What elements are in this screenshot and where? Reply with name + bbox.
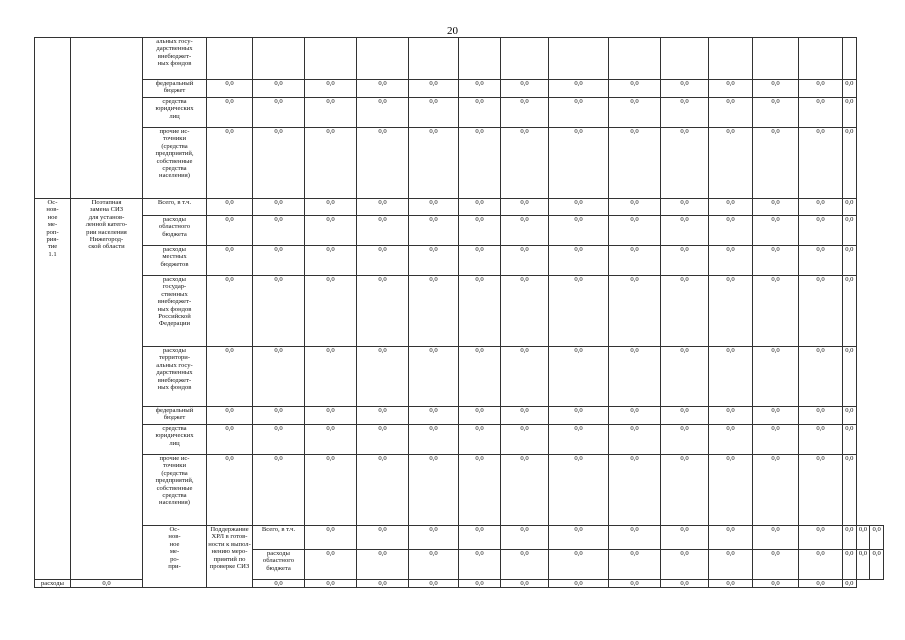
value-cell: 0,0 xyxy=(305,80,357,98)
value-cell: 0,0 xyxy=(305,128,357,199)
value-cell: 0,0 xyxy=(207,128,253,199)
value-cell: 0,0 xyxy=(753,425,799,455)
value-cell: 0,0 xyxy=(753,199,799,216)
value-cell: 0,0 xyxy=(753,550,799,580)
source-label: прочие ис- точники (средства предприятий, собственные средства населения) xyxy=(143,455,207,526)
value-cell: 0,0 xyxy=(709,246,753,276)
value-cell: 0,0 xyxy=(409,199,459,216)
value-cell: 0,0 xyxy=(409,347,459,407)
value-cell: 0,0 xyxy=(459,526,501,550)
value-cell: 0,0 xyxy=(799,526,843,550)
table-row xyxy=(35,276,884,347)
value-cell: 0,0 xyxy=(501,199,549,216)
value-cell: 0,0 xyxy=(549,580,609,588)
value-cell: 0,0 xyxy=(709,425,753,455)
value-cell: 0,0 xyxy=(843,550,857,580)
value-cell: 0,0 xyxy=(253,276,305,347)
value-cell xyxy=(305,38,357,80)
value-cell: 0,0 xyxy=(305,550,357,580)
value-cell: 0,0 xyxy=(843,216,857,246)
value-cell: 0,0 xyxy=(305,580,357,588)
value-cell: 0,0 xyxy=(501,455,549,526)
value-cell: 0,0 xyxy=(459,128,501,199)
value-cell: 0,0 xyxy=(661,550,709,580)
value-cell: 0,0 xyxy=(409,550,459,580)
value-cell xyxy=(253,38,305,80)
value-cell: 0,0 xyxy=(609,246,661,276)
value-cell: 0,0 xyxy=(207,407,253,425)
value-cell: 0,0 xyxy=(799,246,843,276)
value-cell: 0,0 xyxy=(709,128,753,199)
value-cell: 0,0 xyxy=(501,276,549,347)
source-label: расходы государ- ственных внебюджет- ных фондов Российской Федерации xyxy=(143,276,207,347)
value-cell: 0,0 xyxy=(409,80,459,98)
table-row xyxy=(35,38,884,80)
value-cell: 0,0 xyxy=(843,407,857,425)
value-cell: 0,0 xyxy=(709,98,753,128)
value-cell: 0,0 xyxy=(253,98,305,128)
value-cell: 0,0 xyxy=(207,425,253,455)
value-cell: 0,0 xyxy=(459,98,501,128)
value-cell: 0,0 xyxy=(609,80,661,98)
source-label: расходы областного бюджета xyxy=(253,550,305,580)
event-cell: Поддержание ХРЛ в готов- ности к выпол- нению меро- приятий по проверке СИЗ xyxy=(207,526,253,588)
value-cell: 0,0 xyxy=(609,425,661,455)
value-cell: 0,0 xyxy=(207,246,253,276)
value-cell: 0,0 xyxy=(609,98,661,128)
source-label: Всего, в т.ч. xyxy=(143,199,207,216)
value-cell: 0,0 xyxy=(357,128,409,199)
table-row xyxy=(35,98,884,128)
value-cell: 0,0 xyxy=(609,216,661,246)
value-cell: 0,0 xyxy=(207,276,253,347)
value-cell: 0,0 xyxy=(305,199,357,216)
value-cell: 0,0 xyxy=(799,80,843,98)
value-cell: 0,0 xyxy=(709,580,753,588)
value-cell: 0,0 xyxy=(549,425,609,455)
source-label: альных госу- дарственных внебюджет- ных фондов xyxy=(143,38,207,80)
value-cell: 0,0 xyxy=(253,216,305,246)
value-cell: 0,0 xyxy=(549,216,609,246)
value-cell: 0,0 xyxy=(357,550,409,580)
value-cell: 0,0 xyxy=(843,580,857,588)
value-cell: 0,0 xyxy=(549,199,609,216)
value-cell: 0,0 xyxy=(207,199,253,216)
value-cell: 0,0 xyxy=(843,455,857,526)
value-cell: 0,0 xyxy=(549,347,609,407)
value-cell: 0,0 xyxy=(253,407,305,425)
value-cell: 0,0 xyxy=(753,98,799,128)
value-cell: 0,0 xyxy=(305,276,357,347)
value-cell: 0,0 xyxy=(843,347,857,407)
source-label: расходы областного бюджета xyxy=(143,216,207,246)
value-cell: 0,0 xyxy=(609,347,661,407)
value-cell: 0,0 xyxy=(207,347,253,407)
value-cell: 0,0 xyxy=(409,580,459,588)
value-cell: 0,0 xyxy=(409,407,459,425)
value-cell: 0,0 xyxy=(661,347,709,407)
value-cell: 0,0 xyxy=(843,425,857,455)
value-cell: 0,0 xyxy=(661,407,709,425)
source-label: средства юридических лиц xyxy=(143,98,207,128)
value-cell: 0,0 xyxy=(799,347,843,407)
value-cell: 0,0 xyxy=(856,550,870,580)
value-cell: 0,0 xyxy=(661,276,709,347)
value-cell: 0,0 xyxy=(709,347,753,407)
value-cell: 0,0 xyxy=(207,216,253,246)
event-cell xyxy=(71,38,143,199)
value-cell: 0,0 xyxy=(207,80,253,98)
value-cell xyxy=(207,38,253,80)
value-cell: 0,0 xyxy=(305,246,357,276)
value-cell: 0,0 xyxy=(459,550,501,580)
value-cell: 0,0 xyxy=(709,80,753,98)
value-cell: 0,0 xyxy=(357,455,409,526)
value-cell: 0,0 xyxy=(409,526,459,550)
value-cell: 0,0 xyxy=(549,246,609,276)
value-cell: 0,0 xyxy=(409,246,459,276)
value-cell: 0,0 xyxy=(253,80,305,98)
table-row xyxy=(35,407,884,425)
value-cell: 0,0 xyxy=(459,347,501,407)
value-cell: 0,0 xyxy=(305,425,357,455)
value-cell: 0,0 xyxy=(661,80,709,98)
value-cell: 0,0 xyxy=(753,216,799,246)
value-cell: 0,0 xyxy=(709,407,753,425)
value-cell: 0,0 xyxy=(357,216,409,246)
table-row xyxy=(35,199,884,216)
value-cell: 0,0 xyxy=(709,216,753,246)
value-cell: 0,0 xyxy=(609,580,661,588)
value-cell: 0,0 xyxy=(609,550,661,580)
value-cell: 0,0 xyxy=(501,216,549,246)
value-cell: 0,0 xyxy=(549,550,609,580)
value-cell: 0,0 xyxy=(661,128,709,199)
value-cell: 0,0 xyxy=(305,455,357,526)
table-row xyxy=(35,128,884,199)
value-cell xyxy=(409,38,459,80)
value-cell: 0,0 xyxy=(357,80,409,98)
value-cell: 0,0 xyxy=(357,526,409,550)
value-cell: 0,0 xyxy=(357,199,409,216)
value-cell: 0,0 xyxy=(843,199,857,216)
source-label: расходы местных бюджетов xyxy=(143,246,207,276)
value-cell: 0,0 xyxy=(459,246,501,276)
value-cell: 0,0 xyxy=(661,425,709,455)
value-cell: 0,0 xyxy=(409,276,459,347)
value-cell: 0,0 xyxy=(501,80,549,98)
table-row xyxy=(35,526,884,550)
value-cell: 0,0 xyxy=(357,347,409,407)
value-cell: 0,0 xyxy=(799,98,843,128)
value-cell: 0,0 xyxy=(856,526,870,550)
value-cell xyxy=(357,38,409,80)
value-cell: 0,0 xyxy=(870,550,884,580)
source-label: расходы xyxy=(35,580,71,588)
event-cell: Поэтапная замена СИЗ для установ- ленной катего- рии населения Нижегород- ской области xyxy=(71,199,143,580)
value-cell: 0,0 xyxy=(549,128,609,199)
value-cell: 0,0 xyxy=(459,216,501,246)
value-cell: 0,0 xyxy=(661,199,709,216)
value-cell: 0,0 xyxy=(661,98,709,128)
value-cell: 0,0 xyxy=(409,128,459,199)
budget-table xyxy=(34,37,884,588)
value-cell: 0,0 xyxy=(357,246,409,276)
table-row xyxy=(35,455,884,526)
value-cell: 0,0 xyxy=(357,580,409,588)
value-cell: 0,0 xyxy=(753,80,799,98)
value-cell: 0,0 xyxy=(501,425,549,455)
value-cell: 0,0 xyxy=(799,199,843,216)
value-cell: 0,0 xyxy=(843,526,857,550)
value-cell: 0,0 xyxy=(753,276,799,347)
value-cell: 0,0 xyxy=(799,455,843,526)
value-cell: 0,0 xyxy=(409,455,459,526)
value-cell: 0,0 xyxy=(609,128,661,199)
value-cell: 0,0 xyxy=(549,526,609,550)
group-cell xyxy=(35,38,71,199)
value-cell: 0,0 xyxy=(609,407,661,425)
value-cell: 0,0 xyxy=(305,216,357,246)
value-cell: 0,0 xyxy=(501,550,549,580)
value-cell: 0,0 xyxy=(409,425,459,455)
value-cell: 0,0 xyxy=(357,98,409,128)
value-cell xyxy=(799,38,843,80)
value-cell: 0,0 xyxy=(501,526,549,550)
value-cell: 0,0 xyxy=(459,455,501,526)
value-cell: 0,0 xyxy=(305,526,357,550)
value-cell: 0,0 xyxy=(207,98,253,128)
value-cell: 0,0 xyxy=(661,216,709,246)
value-cell: 0,0 xyxy=(753,347,799,407)
value-cell: 0,0 xyxy=(549,407,609,425)
value-cell: 0,0 xyxy=(843,276,857,347)
group-cell: Ос- нов- ное ме- ро- при- xyxy=(143,526,207,588)
value-cell: 0,0 xyxy=(501,246,549,276)
value-cell xyxy=(549,38,609,80)
value-cell: 0,0 xyxy=(753,526,799,550)
value-cell: 0,0 xyxy=(709,199,753,216)
value-cell: 0,0 xyxy=(459,276,501,347)
value-cell xyxy=(459,38,501,80)
value-cell: 0,0 xyxy=(661,246,709,276)
value-cell: 0,0 xyxy=(459,199,501,216)
value-cell: 0,0 xyxy=(799,276,843,347)
value-cell: 0,0 xyxy=(501,347,549,407)
value-cell: 0,0 xyxy=(753,580,799,588)
value-cell: 0,0 xyxy=(357,276,409,347)
value-cell: 0,0 xyxy=(843,246,857,276)
value-cell: 0,0 xyxy=(409,98,459,128)
table-row xyxy=(35,216,884,246)
value-cell: 0,0 xyxy=(459,425,501,455)
table-row xyxy=(35,425,884,455)
source-label: федеральный бюджет xyxy=(143,407,207,425)
value-cell: 0,0 xyxy=(253,425,305,455)
value-cell: 0,0 xyxy=(549,455,609,526)
value-cell: 0,0 xyxy=(799,216,843,246)
value-cell: 0,0 xyxy=(459,80,501,98)
value-cell: 0,0 xyxy=(799,128,843,199)
value-cell: 0,0 xyxy=(459,580,501,588)
value-cell: 0,0 xyxy=(609,199,661,216)
value-cell: 0,0 xyxy=(501,580,549,588)
value-cell: 0,0 xyxy=(253,128,305,199)
value-cell: 0,0 xyxy=(661,455,709,526)
value-cell: 0,0 xyxy=(609,455,661,526)
value-cell xyxy=(753,38,799,80)
source-label: средства юридических лиц xyxy=(143,425,207,455)
value-cell: 0,0 xyxy=(870,526,884,550)
value-cell xyxy=(843,38,857,80)
value-cell: 0,0 xyxy=(71,580,143,588)
value-cell: 0,0 xyxy=(709,276,753,347)
value-cell: 0,0 xyxy=(609,526,661,550)
value-cell: 0,0 xyxy=(253,580,305,588)
value-cell: 0,0 xyxy=(549,276,609,347)
table-row xyxy=(35,80,884,98)
value-cell: 0,0 xyxy=(459,407,501,425)
value-cell: 0,0 xyxy=(843,98,857,128)
value-cell xyxy=(661,38,709,80)
value-cell: 0,0 xyxy=(709,550,753,580)
table-row xyxy=(35,347,884,407)
value-cell: 0,0 xyxy=(501,98,549,128)
source-label: федеральный бюджет xyxy=(143,80,207,98)
value-cell: 0,0 xyxy=(253,199,305,216)
value-cell: 0,0 xyxy=(305,407,357,425)
source-label: прочие ис- точники (средства предприятий, собственные средства населения) xyxy=(143,128,207,199)
value-cell: 0,0 xyxy=(501,128,549,199)
value-cell: 0,0 xyxy=(253,246,305,276)
value-cell: 0,0 xyxy=(207,455,253,526)
page-number: 20 xyxy=(447,25,458,37)
source-label: Всего, в т.ч. xyxy=(253,526,305,550)
value-cell: 0,0 xyxy=(799,550,843,580)
value-cell: 0,0 xyxy=(609,276,661,347)
value-cell: 0,0 xyxy=(753,128,799,199)
value-cell: 0,0 xyxy=(843,128,857,199)
value-cell: 0,0 xyxy=(799,407,843,425)
group-cell: Ос- нов- ное ме- роп- рия- тие 1.1 xyxy=(35,199,71,580)
value-cell: 0,0 xyxy=(799,425,843,455)
value-cell: 0,0 xyxy=(549,98,609,128)
value-cell: 0,0 xyxy=(409,216,459,246)
value-cell: 0,0 xyxy=(305,347,357,407)
value-cell: 0,0 xyxy=(253,347,305,407)
value-cell: 0,0 xyxy=(753,455,799,526)
value-cell: 0,0 xyxy=(799,580,843,588)
value-cell: 0,0 xyxy=(305,98,357,128)
value-cell: 0,0 xyxy=(549,80,609,98)
table-row xyxy=(35,246,884,276)
value-cell xyxy=(609,38,661,80)
value-cell: 0,0 xyxy=(501,407,549,425)
value-cell: 0,0 xyxy=(709,455,753,526)
value-cell: 0,0 xyxy=(661,580,709,588)
value-cell: 0,0 xyxy=(357,425,409,455)
value-cell: 0,0 xyxy=(661,526,709,550)
value-cell: 0,0 xyxy=(253,455,305,526)
value-cell: 0,0 xyxy=(753,407,799,425)
value-cell xyxy=(709,38,753,80)
value-cell: 0,0 xyxy=(357,407,409,425)
value-cell xyxy=(501,38,549,80)
value-cell: 0,0 xyxy=(753,246,799,276)
value-cell: 0,0 xyxy=(709,526,753,550)
source-label: расходы территори- альных госу- дарственных внебюджет- ных фондов xyxy=(143,347,207,407)
value-cell: 0,0 xyxy=(843,80,857,98)
